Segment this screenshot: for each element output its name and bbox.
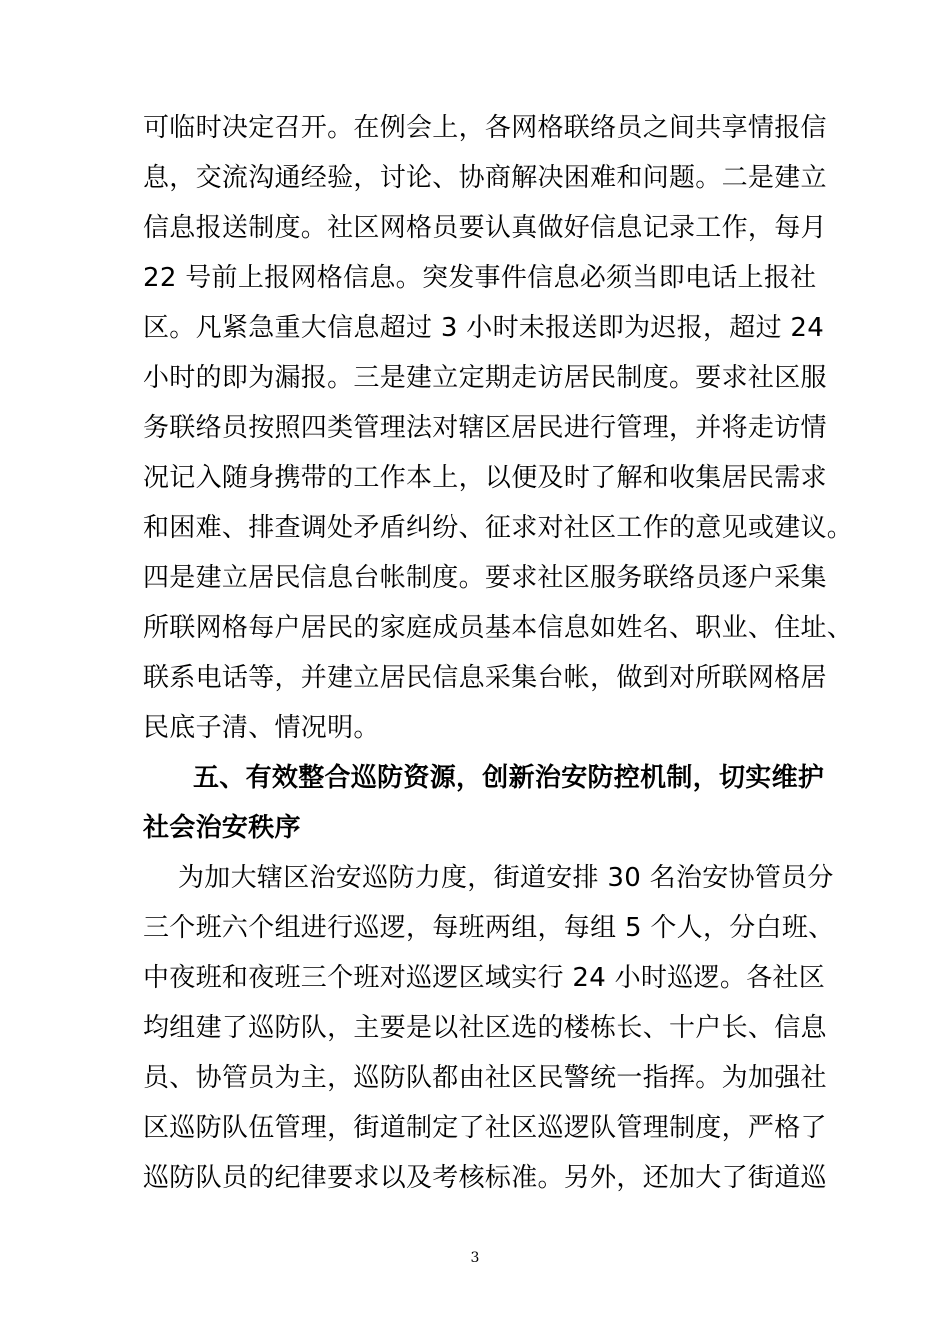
body-line: 中夜班和夜班三个班对巡逻区域实行 24 小时巡逻。各社区 xyxy=(143,963,826,993)
body-line: 所联网格每户居民的家庭成员基本信息如姓名、职业、住址、 xyxy=(143,613,854,643)
body-line: 可临时决定召开。在例会上，各网格联络员之间共享情报信 xyxy=(143,113,827,143)
body-line: 22 号前上报网格信息。突发事件信息必须当即电话上报社 xyxy=(143,263,817,293)
section-heading: 五、有效整合巡防资源，创新治安防控机制，切实维护 xyxy=(193,763,825,793)
body-line: 联系电话等，并建立居民信息采集台帐，做到对所联网格居 xyxy=(143,663,827,693)
body-line: 民底子清、情况明。 xyxy=(143,713,380,743)
body-line: 信息报送制度。社区网格员要认真做好信息记录工作，每月 xyxy=(143,213,827,243)
body-line: 巡防队员的纪律要求以及考核标准。另外，还加大了街道巡 xyxy=(143,1163,827,1193)
body-line: 和困难、排查调处矛盾纠纷、征求对社区工作的意见或建议。 xyxy=(143,513,854,543)
body-line: 小时的即为漏报。三是建立定期走访居民制度。要求社区服 xyxy=(143,363,827,393)
body-line: 四是建立居民信息台帐制度。要求社区服务联络员逐户采集 xyxy=(143,563,827,593)
body-line: 息，交流沟通经验，讨论、协商解决困难和问题。二是建立 xyxy=(143,163,827,193)
body-line: 务联络员按照四类管理法对辖区居民进行管理，并将走访情 xyxy=(143,413,827,443)
page-number: 3 xyxy=(470,1250,480,1266)
body-line: 况记入随身携带的工作本上，以便及时了解和收集居民需求 xyxy=(143,463,827,493)
section-heading: 社会治安秩序 xyxy=(143,813,301,843)
body-line: 均组建了巡防队，主要是以社区选的楼栋长、十户长、信息 xyxy=(143,1013,827,1043)
body-line: 三个班六个组进行巡逻，每班两组，每组 5 个人，分白班、 xyxy=(143,913,835,943)
body-line: 为加大辖区治安巡防力度，街道安排 30 名治安协管员分 xyxy=(178,863,834,893)
body-line: 区。凡紧急重大信息超过 3 小时未报送即为迟报，超过 24 xyxy=(143,313,825,343)
body-line: 员、协管员为主，巡防队都由社区民警统一指挥。为加强社 xyxy=(143,1063,827,1093)
body-line: 区巡防队伍管理，街道制定了社区巡逻队管理制度，严格了 xyxy=(143,1113,827,1143)
